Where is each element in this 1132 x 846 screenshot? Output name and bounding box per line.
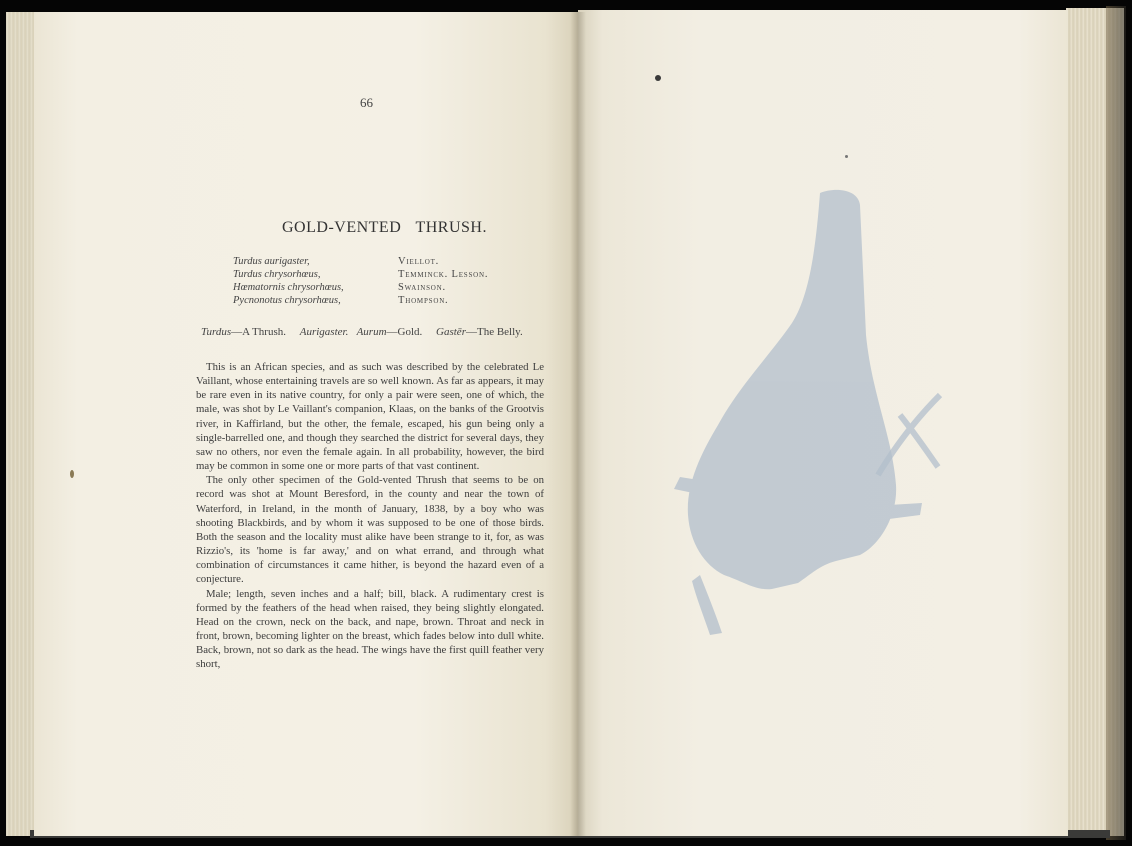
etymology-term: Gastēr — [436, 326, 466, 338]
left-page-edges — [6, 12, 36, 836]
synonym-latin: Hœmatornis chrysorhœus, — [233, 282, 344, 293]
synonym-author: Swainson. — [398, 282, 446, 293]
synonym-author: Thompson. — [398, 295, 449, 306]
synonym-latin: Turdus aurigaster, — [233, 256, 310, 267]
page-number: 66 — [360, 95, 373, 110]
etymology-line — [201, 326, 523, 338]
synonym-latin: Turdus chrysorhœus, — [233, 269, 321, 280]
body-text — [196, 360, 544, 671]
bird-silhouette — [674, 190, 922, 635]
etymology-definition: —A Thrush. — [231, 326, 286, 338]
etymology-term: Aurum — [356, 326, 387, 338]
book-cover-edge — [1106, 6, 1126, 840]
synonym-author: Temminck. Lesson. — [398, 269, 489, 280]
etymology-definition: —The Belly. — [465, 326, 523, 338]
page-speck — [655, 75, 661, 81]
synonym-author: Viellot. — [398, 256, 440, 267]
paragraph: Male; length, seven inches and a half; bill, black. A rudimentary crest is formed by the feathers of the head when raised, they being slightly elongated. Head on the crown, neck on the back, and nape, brown. Throat and neck in front, brown, becoming lighter on the breast, which fades below into dull white. Back, brown, not so dark as the head. The wings have the first quill feather very short, — [196, 587, 544, 671]
branch-showthrough — [878, 395, 940, 475]
etymology-definition: —Gold. — [386, 326, 423, 338]
page-speck — [70, 470, 74, 478]
etymology-term: Turdus — [201, 326, 232, 338]
synonym-latin: Pycnonotus chrysorhœus, — [233, 295, 341, 306]
etymology-term: Aurigaster. — [299, 326, 349, 338]
bird-illustration-showthrough — [660, 185, 970, 645]
page-title: GOLD-VENTED THRUSH. — [282, 219, 487, 236]
page-speck — [845, 155, 848, 158]
paragraph: The only other specimen of the Gold-vented Thrush that seems to be on record was shot at Mount Beresford, in the county and near the town of Waterford, in Ireland, in the month of January, 1838, by a boy who was shooting Blackbirds, and by whom it was supposed to be one of those birds. Both the season and the locality must alike have been strange to it, for, as was Rizzio's, its 'home is far away,' and on what errand, and through what combination of circumstances it came hither, is beyond the hazard even of a conjecture. — [196, 474, 544, 586]
paragraph: This is an African species, and as such was described by the celebrated Le Vaillant, whose entertaining travels are so well known. As far as appears, it may be rare even in its native country, for only a pair were seen, one of which, the male, was shot by Le Vaillant's companion, Klaas, on the banks of the Grootvis river, in Kaffirland, but the other, the female, escaped, his gun being only a single-barrelled one, and though they searched the district for several days, they saw no others, nor even the female again. In all probability, however, the bird may be common in some one or more parts of that vast continent. — [196, 361, 544, 473]
book-gutter — [570, 12, 586, 836]
